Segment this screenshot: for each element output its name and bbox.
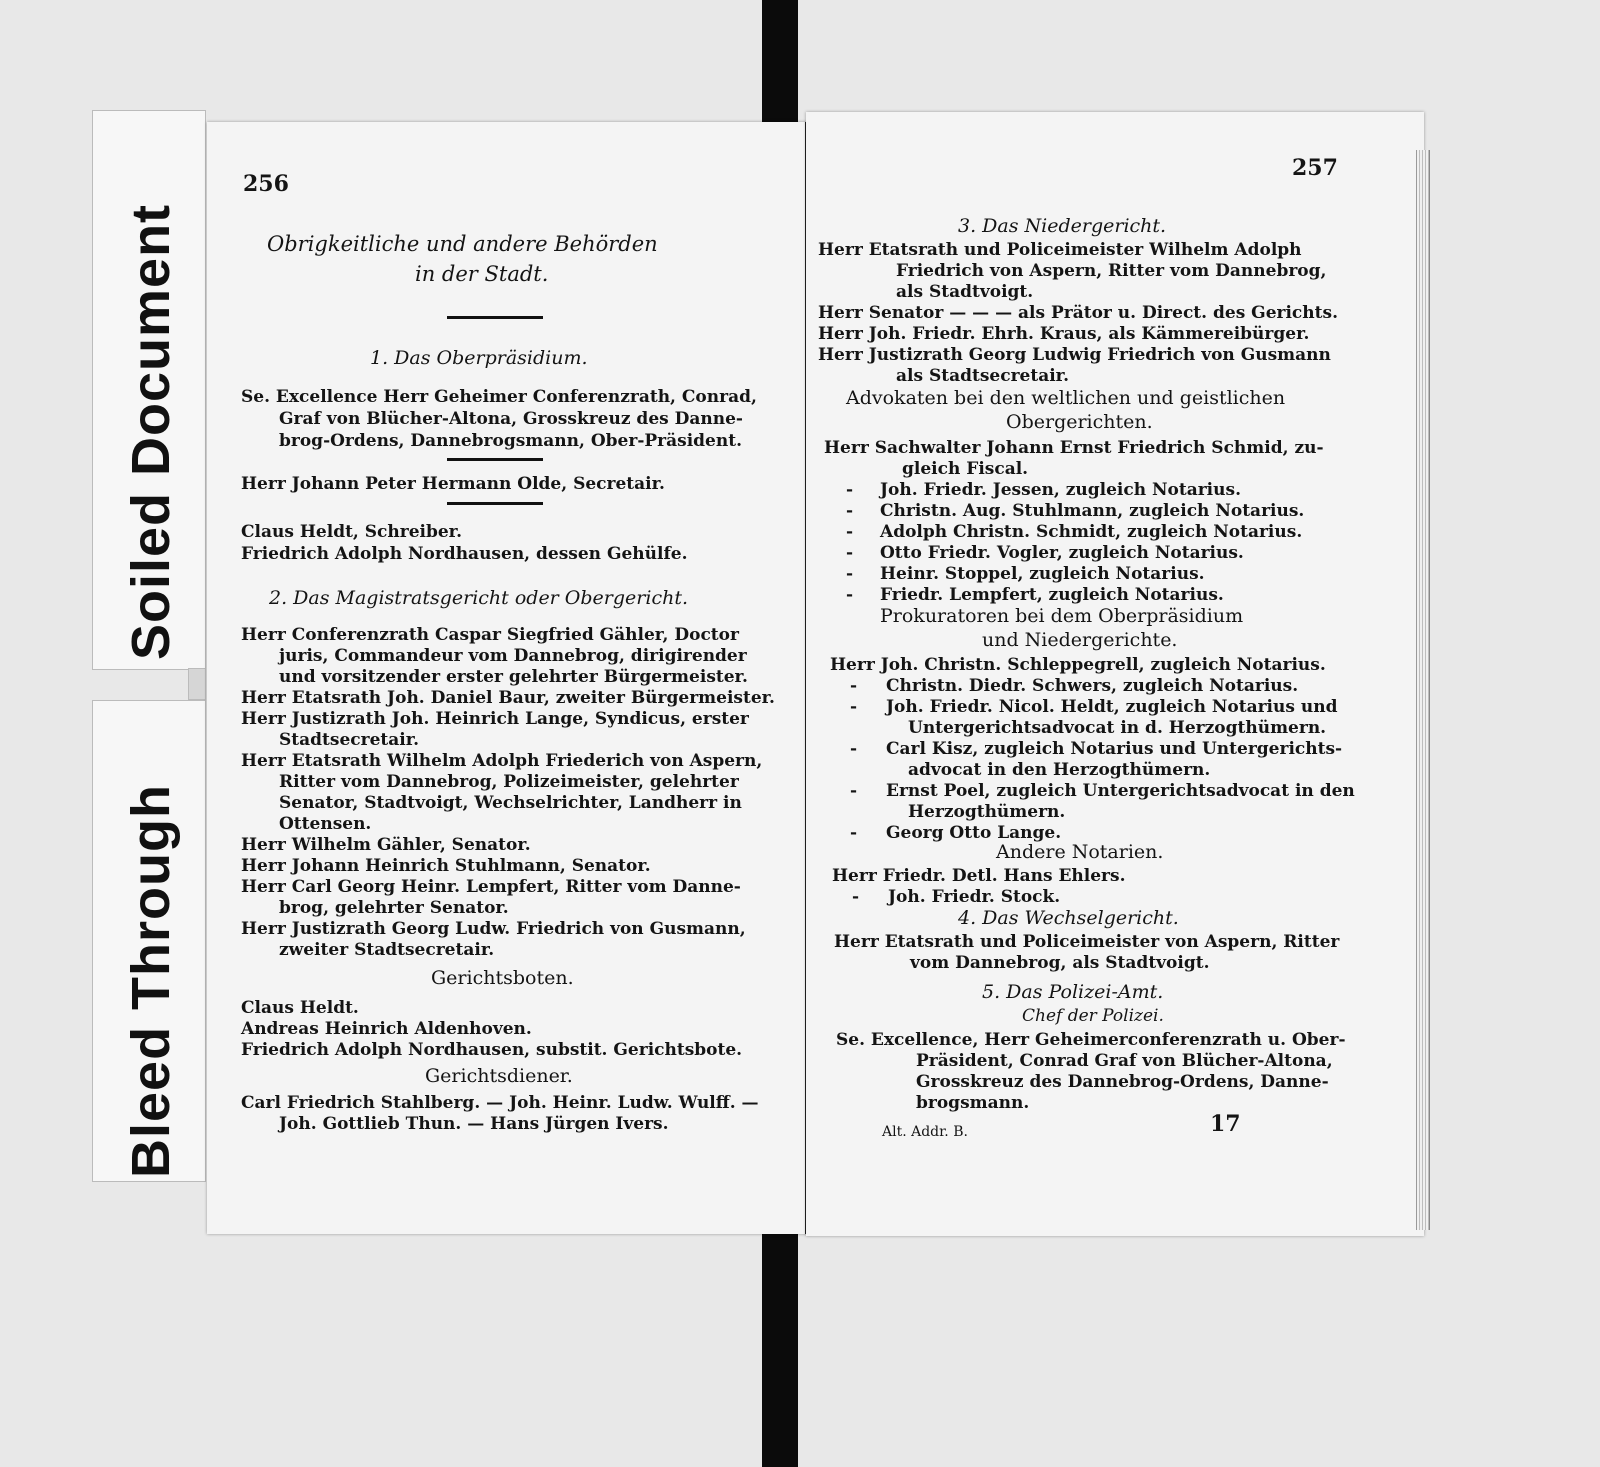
text-line: Friedr. Lempfert, zugleich Notarius. (880, 585, 1224, 605)
text-line: Friedrich Adolph Nordhausen, substit. Gerichtsbote. (241, 1040, 743, 1060)
text-line: Grosskreuz des Dannebrog-Ordens, Danne- (916, 1072, 1329, 1092)
text-line: Carl Kisz, zugleich Notarius und Untergerichts- (886, 739, 1343, 759)
text-line: Herr Carl Georg Heinr. Lempfert, Ritter vom Danne- (241, 877, 741, 897)
bleed-through-label: Bleed Through (121, 784, 181, 1178)
text-line: Senator, Stadtvoigt, Wechselrichter, Landherr in (279, 793, 742, 813)
divider (447, 502, 543, 505)
text-line: Herr Johann Peter Hermann Olde, Secretair. (241, 474, 665, 494)
binding-strip-bottom (762, 1228, 798, 1467)
text-line: Ottensen. (279, 814, 372, 834)
text-line: brogsmann. (916, 1093, 1030, 1113)
text-line: Herr Justizrath Joh. Heinrich Lange, Syndicus, erster (241, 709, 749, 729)
text-line: Joh. Friedr. Stock. (888, 887, 1061, 907)
text-line: Stadtsecretair. (279, 730, 420, 750)
text-line: Herr Etatsrath Wilhelm Adolph Friederich von Aspern, (241, 751, 763, 771)
text-line: Christn. Aug. Stuhlmann, zugleich Notarius. (880, 501, 1305, 521)
text-line: brog-Ordens, Dannebrogsmann, Ober-Präsident. (279, 431, 742, 451)
text-line: Ernst Poel, zugleich Untergerichtsadvocat in den (886, 781, 1355, 801)
text-line: Otto Friedr. Vogler, zugleich Notarius. (880, 543, 1244, 563)
section-heading-3: 3. Das Niedergericht. (958, 215, 1167, 237)
text-line: Herr Etatsrath und Policeimeister Wilhelm Adolph (818, 240, 1302, 260)
divider (447, 316, 543, 319)
text-line: Herzogthümern. (908, 802, 1066, 822)
text-line: Herr Senator — — — als Prätor u. Direct. des Gerichts. (818, 303, 1338, 323)
text-line: Herr Wilhelm Gähler, Senator. (241, 835, 531, 855)
text-line: Georg Otto Lange. (886, 823, 1062, 843)
subheading-andere-notarien: Andere Notarien. (996, 841, 1164, 863)
page-number-left: 256 (243, 171, 289, 197)
subheading-gerichtsboten: Gerichtsboten. (431, 967, 574, 989)
page-title: Obrigkeitliche und andere Behörden (267, 232, 658, 256)
subheading-prokuratoren: Prokuratoren bei dem Oberpräsidium (880, 605, 1244, 627)
text-line: advocat in den Herzogthümern. (908, 760, 1211, 780)
left-page (207, 122, 810, 1234)
text-line: Heinr. Stoppel, zugleich Notarius. (880, 564, 1205, 584)
text-line: Ritter vom Dannebrog, Polizeimeister, gelehrter (279, 772, 739, 792)
text-line: Joh. Gottlieb Thun. — Hans Jürgen Ivers. (279, 1114, 669, 1134)
text-line: und vorsitzender erster gelehrter Bürgermeister. (279, 667, 748, 687)
text-line: Claus Heldt, Schreiber. (241, 522, 462, 542)
text-line: Herr Justizrath Georg Ludwig Friedrich von Gusmann (818, 345, 1331, 365)
text-line: Herr Sachwalter Johann Ernst Friedrich Schmid, zu- (824, 438, 1324, 458)
text-line: vom Dannebrog, als Stadtvoigt. (910, 953, 1210, 973)
text-line: Andreas Heinrich Aldenhoven. (241, 1019, 532, 1039)
text-line: Untergerichtsadvocat in d. Herzogthümern. (908, 718, 1327, 738)
text-line: als Stadtsecretair. (896, 366, 1069, 386)
text-line: Carl Friedrich Stahlberg. — Joh. Heinr. Ludw. Wulff. — (241, 1093, 759, 1113)
binding-strip-top (762, 0, 798, 130)
text-line: Se. Excellence Herr Geheimer Conferenzrath, Conrad, (241, 387, 757, 407)
divider (447, 458, 543, 461)
text-line: Adolph Christn. Schmidt, zugleich Notarius. (880, 522, 1303, 542)
text-line: Herr Justizrath Georg Ludw. Friedrich von Gusmann, (241, 919, 746, 939)
text-line: zweiter Stadtsecretair. (279, 940, 495, 960)
text-line: Joh. Friedr. Nicol. Heldt, zugleich Notarius und (886, 697, 1338, 717)
text-line: Se. Excellence, Herr Geheimerconferenzrath u. Ober- (836, 1030, 1346, 1050)
text-line: Herr Etatsrath Joh. Daniel Baur, zweiter Bürgermeister. (241, 688, 775, 708)
subheading-gerichtsdiener: Gerichtsdiener. (425, 1065, 573, 1087)
text-line: Herr Conferenzrath Caspar Siegfried Gähler, Doctor (241, 625, 739, 645)
text-line: Herr Joh. Christn. Schleppegrell, zugleich Notarius. (830, 655, 1326, 675)
text-line: brog, gelehrter Senator. (279, 898, 509, 918)
subheading-advokaten: Advokaten bei den weltlichen und geistlichen (846, 387, 1286, 409)
section-heading-4: 4. Das Wechselgericht. (958, 907, 1179, 929)
label-tab-clip (188, 668, 206, 700)
section-heading-1: 1. Das Oberpräsidium. (370, 347, 588, 369)
text-line: Friedrich Adolph Nordhausen, dessen Gehülfe. (241, 544, 688, 564)
page-subtitle: in der Stadt. (415, 262, 549, 286)
text-line: juris, Commandeur vom Dannebrog, dirigirender (279, 646, 747, 666)
text-line: Herr Joh. Friedr. Ehrh. Kraus, als Kämmereibürger. (818, 324, 1310, 344)
section-heading-2: 2. Das Magistratsgericht oder Obergericht. (269, 587, 688, 609)
text-line: Claus Heldt. (241, 998, 359, 1018)
right-page: 257 3. Das Niedergericht. Herr Etatsrath und Policeimeister Wilhelm Adolph Friedrich von Aspern, Ritter vom Dannebrog, als Stadtvoigt. Herr Senator — — — als Prätor u. Direct. des Gerichts. Herr Joh. Friedr. Ehrh. Kraus, als Kämmereibürger. Herr Justizrath Georg Ludwig Friedrich von Gusmann als Stadtsecretair. Advokaten bei den weltlichen und geistlichen Obergerichten. Herr Sachwalter Johann Ernst Friedrich Schmid, zu- gleich Fiscal. - Joh. Friedr. Jessen, zugleich Notarius. - Christn. Aug. Stuhlmann, zugleich Notarius. - Adolph Christn. Schmidt, zugleich Notarius. - Otto Friedr. Vogler, zugleich Notarius. - Heinr. Stoppel, zugleich Notarius. - Friedr. Lempfert, zugleich Notarius. Prokuratoren bei dem Oberpräsidium und Niedergerichte. Herr Joh. Christn. Schleppegrell, zugleich Notarius. - Christn. Diedr. Schwers, zugleich Notarius. - Joh. Friedr. Nicol. Heldt, zugleich Notarius und Untergerichtsadvocat in d. Herzogthümern. - Carl Kisz, zugleich Notarius und Untergerichts- advocat in den Herzogthümern. - Ernst Poel, zugleich Untergerichtsadvocat in den Herzogthümern. - Georg Otto Lange. Andere Notarien. Herr Friedr. Detl. Hans Ehlers. - Joh. Friedr. Stock. 4. Das Wechselgericht. Herr Etatsrath und Policeimeister von Aspern, Ritter vom Dannebrog, als Stadtvoigt. 5. Das Polizei-Amt. Chef der Polizei. Se. Excellence, Herr Geheimerconferenzrath u. Ober- Präsident, Conrad Graf von Blücher-Altona, Grosskreuz des Dannebrog-Ordens, Danne- brogsmann. Alt. Addr. B. 17 (806, 112, 1424, 1236)
subheading-chef: Chef der Polizei. (1022, 1006, 1164, 1026)
text-line: Joh. Friedr. Jessen, zugleich Notarius. (880, 480, 1241, 500)
text-line: Herr Johann Heinrich Stuhlmann, Senator. (241, 856, 651, 876)
text-line: Herr Friedr. Detl. Hans Ehlers. (832, 866, 1126, 886)
subheading-prokuratoren-2: und Niedergerichte. (982, 629, 1178, 651)
text-line: gleich Fiscal. (902, 459, 1029, 479)
subheading-advokaten-2: Obergerichten. (1006, 411, 1153, 433)
signature-mark: Alt. Addr. B. (882, 1124, 968, 1140)
text-line: als Stadtvoigt. (896, 282, 1034, 302)
soiled-document-label: Soiled Document (121, 203, 181, 660)
signature-number: 17 (1210, 1111, 1241, 1137)
page-edges (1416, 150, 1430, 1230)
text-line: Präsident, Conrad Graf von Blücher-Altona, (916, 1051, 1333, 1071)
section-heading-5: 5. Das Polizei-Amt. (982, 981, 1164, 1003)
text-line: Herr Etatsrath und Policeimeister von Aspern, Ritter (834, 932, 1340, 952)
text-line: Graf von Blücher-Altona, Grosskreuz des Danne- (279, 409, 743, 429)
text-line: Friedrich von Aspern, Ritter vom Dannebrog, (896, 261, 1327, 281)
text-line: Christn. Diedr. Schwers, zugleich Notarius. (886, 676, 1299, 696)
page-number-right: 257 (1292, 155, 1338, 181)
